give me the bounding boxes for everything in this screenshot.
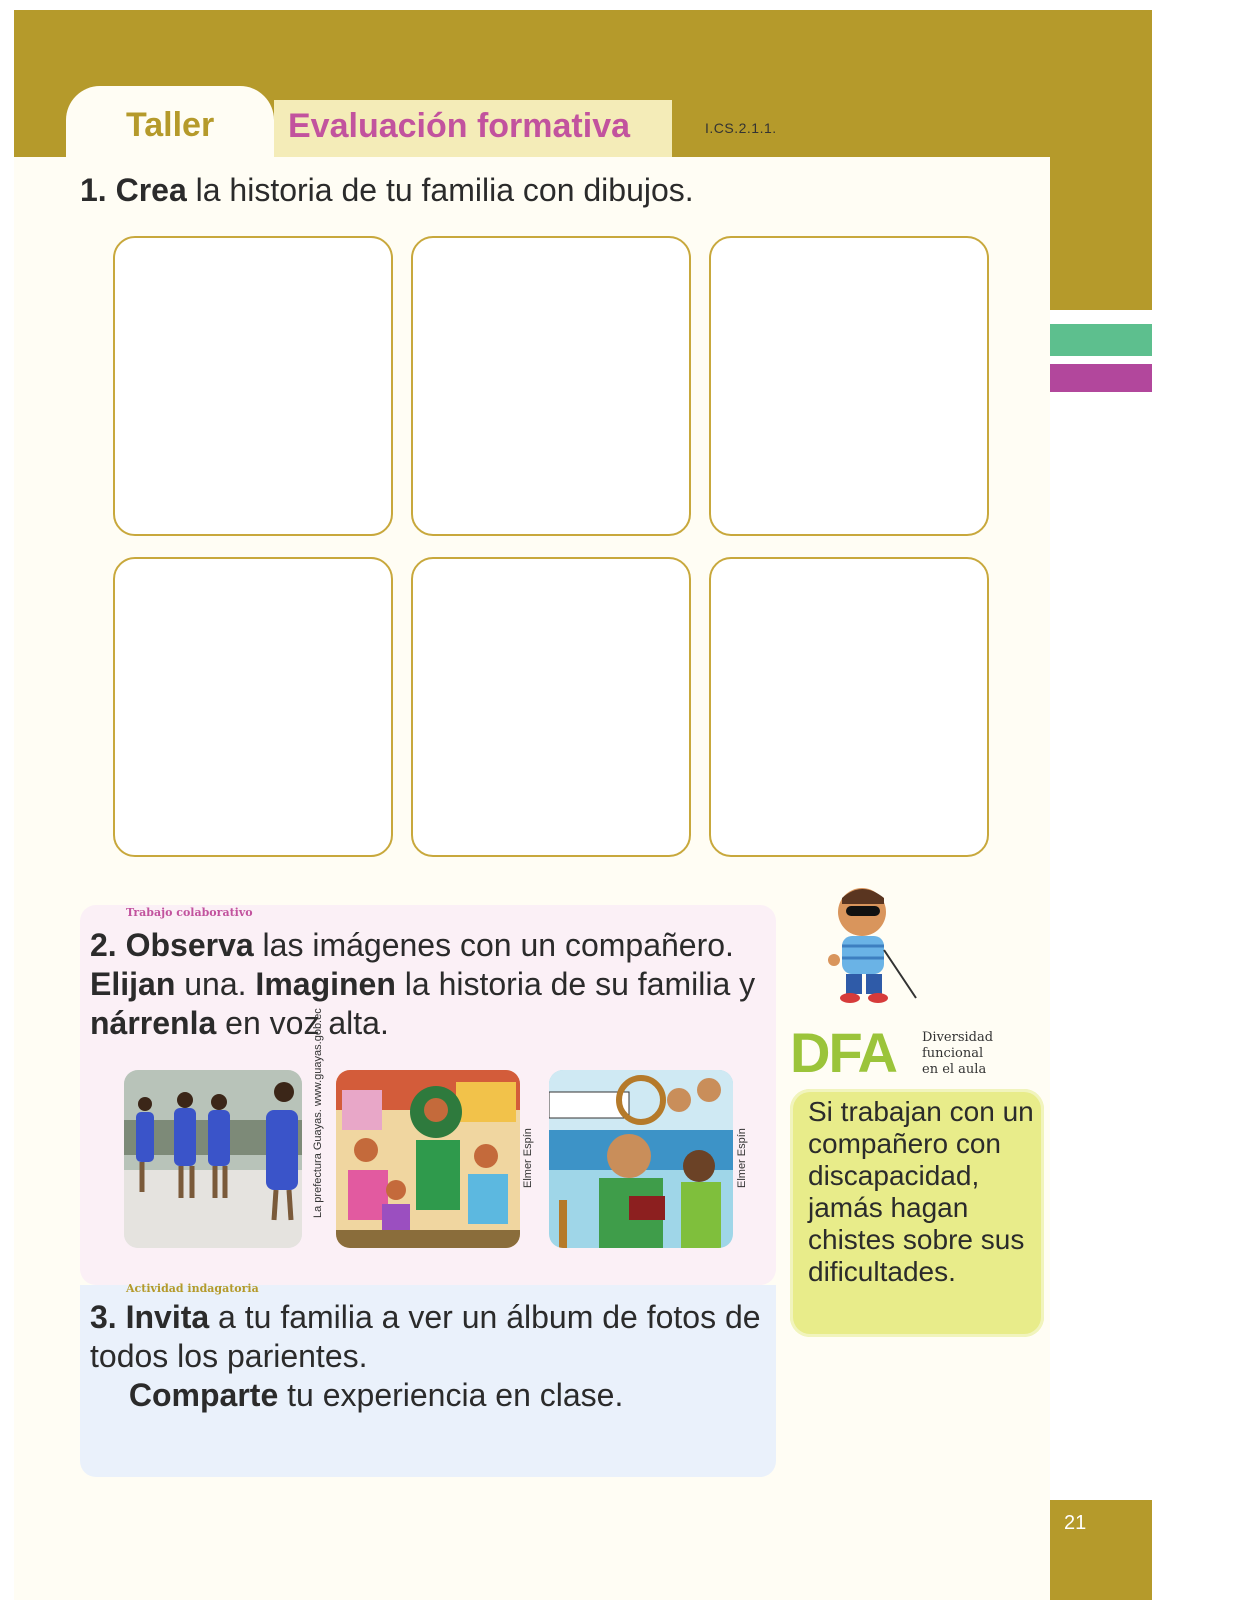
purple-stripe — [1050, 364, 1152, 392]
drawing-box-6[interactable] — [709, 557, 989, 857]
photo-dancers — [124, 1070, 302, 1248]
drawing-box-4[interactable] — [113, 557, 393, 857]
taller-label: Taller — [126, 106, 215, 144]
page-margin — [1152, 0, 1243, 1600]
boy-character-icon — [812, 880, 922, 1020]
dfa-caption — [922, 1030, 993, 1078]
page-number-tab — [1050, 1500, 1152, 1600]
question-1 — [80, 172, 694, 209]
dfa-caption-line-2: funcional — [922, 1046, 984, 1061]
taller-tab — [66, 86, 274, 158]
q3-text-1: a tu familia a ver un álbum de fotos de todos los parientes. — [90, 1299, 761, 1374]
dancers-illustration — [124, 1070, 302, 1248]
inquiry-label: Actividad indagatoria — [126, 1282, 259, 1295]
q1-verb: Crea — [115, 172, 187, 208]
dfa-note-text: Si trabajan con un compañero con discapacidad, jamás hagan chistes sobre sus dificultades. — [808, 1096, 1034, 1287]
q2-text-3: la historia de su familia y — [404, 966, 756, 1002]
q2-text-4: en voz alta. — [225, 1005, 389, 1041]
q3-number: 3. — [90, 1299, 117, 1335]
celebration-illustration — [336, 1070, 520, 1248]
green-stripe — [1050, 324, 1152, 356]
photo-harbor — [549, 1070, 733, 1248]
photo-credit-1: La prefectura Guayas. www.guayas.gob.ec — [312, 1008, 324, 1218]
question-2 — [90, 926, 770, 1043]
drawing-box-1[interactable] — [113, 236, 393, 536]
q2-number: 2. — [90, 927, 117, 963]
q3-verb-comparte: Comparte — [128, 1377, 279, 1413]
q1-number: 1. — [80, 172, 107, 208]
q2-verb-imaginen: Imaginen — [255, 966, 396, 1002]
question-3 — [90, 1298, 770, 1415]
dfa-acronym: DFA — [790, 1021, 896, 1084]
q3-verb-invita: Invita — [125, 1299, 210, 1335]
q2-verb-elijan: Elijan — [90, 966, 176, 1002]
q2-verb-observa: Observa — [125, 927, 254, 963]
drawing-box-2[interactable] — [411, 236, 691, 536]
dfa-caption-line-1: Diversidad — [922, 1030, 994, 1045]
collaborative-label: Trabajo colaborativo — [126, 906, 253, 919]
photo-credit-2: Elmer Espín — [522, 1128, 534, 1188]
q3-text-2: tu experiencia en clase. — [287, 1377, 624, 1413]
drawing-box-5[interactable] — [411, 557, 691, 857]
photo-credit-3: Elmer Espín — [736, 1128, 748, 1188]
q2-text-1: las imágenes con un compañero. — [262, 927, 734, 963]
curriculum-code: I.CS.2.1.1. — [705, 120, 777, 136]
section-title: Evaluación formativa — [288, 107, 631, 145]
photo-celebration — [336, 1070, 520, 1248]
harbor-illustration — [549, 1070, 733, 1248]
dfa-caption-line-3: en el aula — [922, 1062, 987, 1077]
q2-verb-narrenla: nárrenla — [90, 1005, 217, 1041]
section-title-tab — [274, 100, 672, 157]
q2-text-2: una. — [184, 966, 247, 1002]
page-number: 21 — [1064, 1512, 1087, 1534]
q1-text: la historia de tu familia con dibujos. — [195, 172, 694, 208]
drawing-box-3[interactable] — [709, 236, 989, 536]
